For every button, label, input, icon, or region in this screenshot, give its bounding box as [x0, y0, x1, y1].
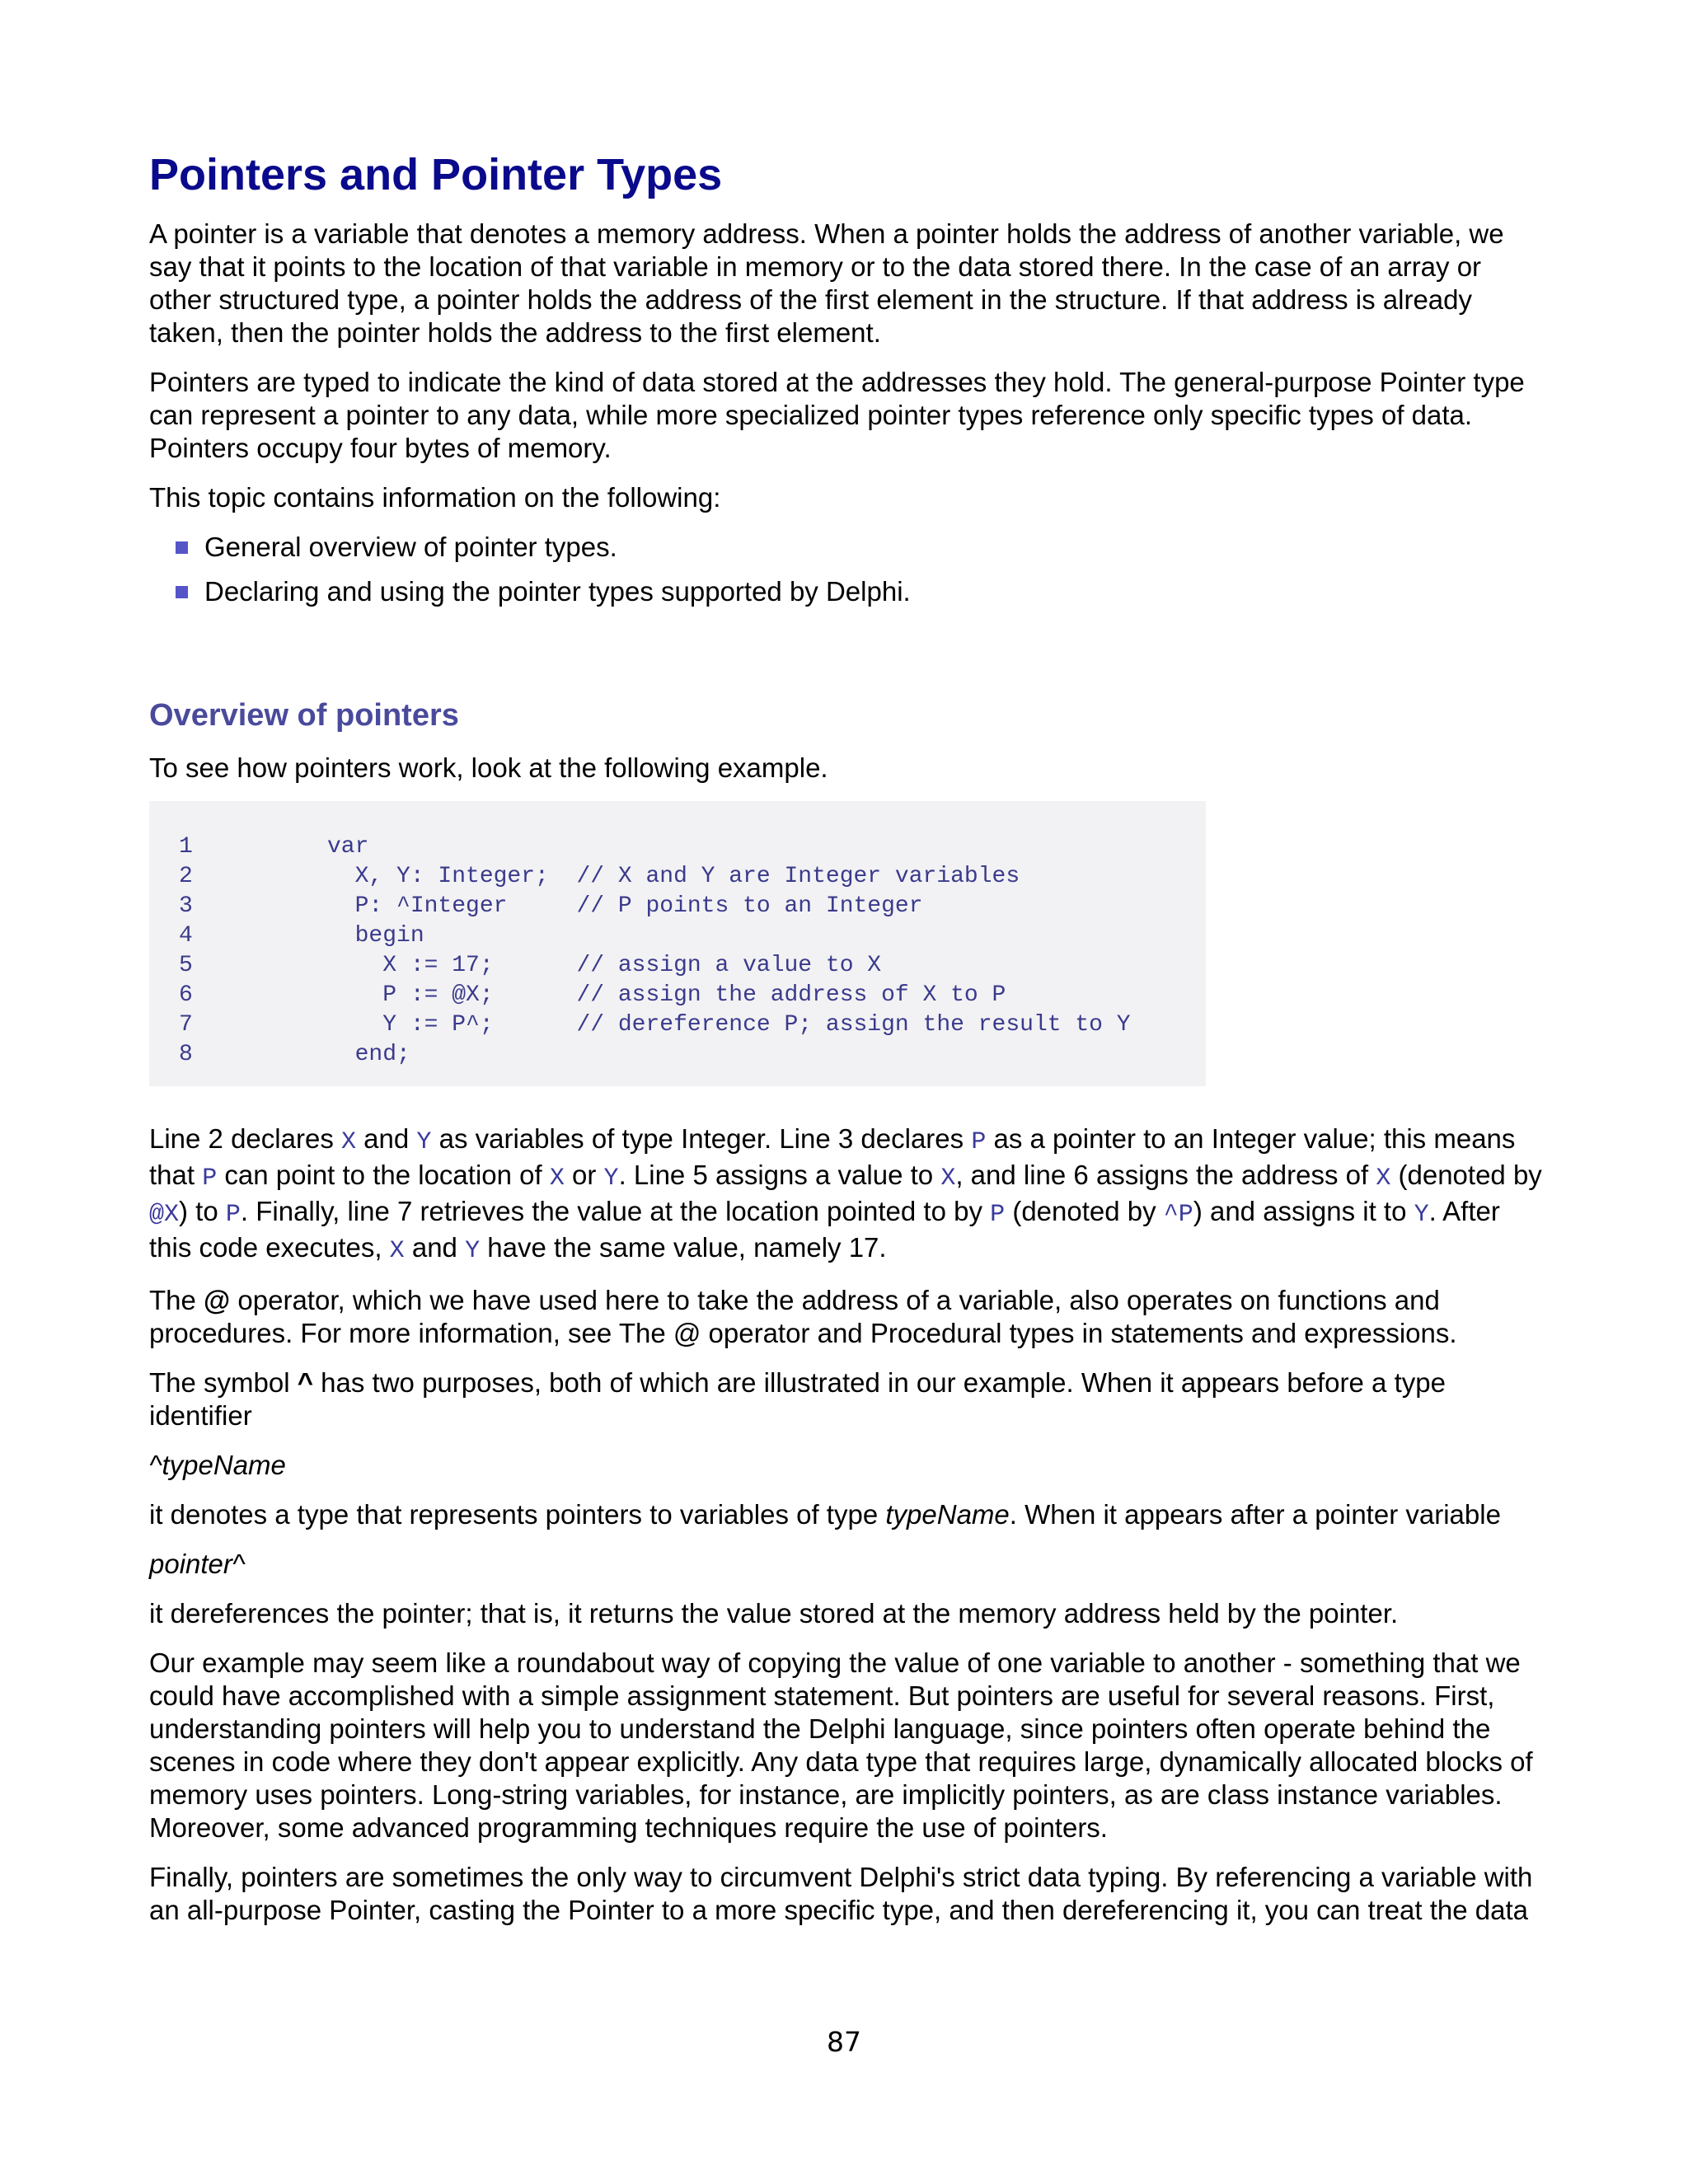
- page-title: Pointers and Pointer Types: [149, 150, 723, 199]
- line-number: 1: [179, 834, 193, 860]
- inline-code: X: [940, 1165, 956, 1193]
- text-run: , and line 6 assigns the address of: [955, 1160, 1376, 1190]
- type-name-example: ^typeName: [149, 1450, 286, 1480]
- text-run: (denoted by: [1390, 1160, 1542, 1190]
- text-run: (denoted by: [1005, 1196, 1164, 1226]
- inline-code: P: [971, 1128, 987, 1156]
- text-run: . Line 5 assigns a value to: [618, 1160, 941, 1190]
- text-run: have the same value, namely 17.: [480, 1232, 887, 1263]
- line-number: 2: [179, 864, 193, 889]
- code-line: [179, 981, 1006, 1010]
- text-run: . When it appears after a pointer variable: [1009, 1499, 1501, 1530]
- at-operator-paragraph: [149, 1284, 1542, 1350]
- inline-code: Y: [603, 1165, 619, 1193]
- dereference-paragraph: it dereferences the pointer; that is, it returns the value stored at the memory address held by the pointer.: [149, 1598, 1399, 1629]
- line-number: 7: [179, 1012, 193, 1038]
- inline-code: @X: [149, 1201, 180, 1229]
- text-run: can point to the location of: [217, 1160, 550, 1190]
- code-text: Y := P^; // dereference P; assign the result to Y: [327, 1012, 1131, 1038]
- square-bullet-icon: [176, 586, 188, 598]
- page-content: [149, 145, 1542, 1943]
- line-number: 6: [179, 982, 193, 1008]
- inline-code: Y: [465, 1237, 481, 1265]
- topic-list: [149, 531, 1542, 608]
- code-line: [179, 832, 368, 862]
- line-number: 8: [179, 1042, 193, 1067]
- final-paragraph: Finally, pointers are sometimes the only way to circumvent Delphi's strict data typing. By referencing a variable with an all-purpose Pointer, casting the Pointer to a more specific type, and then dereferencing it, you can treat the data: [149, 1862, 1533, 1925]
- text-run: operator, which we have used here to take the address of a variable, also operates on functions and procedures. For more information, see The @ operator and Procedural types in statements and expressions.: [149, 1285, 1457, 1348]
- square-bullet-icon: [176, 541, 188, 554]
- text-run: ) and assigns it to: [1193, 1196, 1414, 1226]
- code-line: [179, 951, 881, 981]
- text-run: as a pointer to an Integer value; this means that: [149, 1123, 1516, 1190]
- inline-code: P: [225, 1201, 241, 1229]
- line-number: 3: [179, 893, 193, 919]
- bold-symbol: ^: [297, 1367, 314, 1398]
- type-name-paragraph: [149, 1498, 1542, 1531]
- text-run: . After this code executes,: [149, 1196, 1500, 1263]
- bold-symbol: @: [204, 1285, 231, 1315]
- text-run: has two purposes, both of which are illustrated in our example. When it appears before a type identifier: [149, 1367, 1446, 1431]
- code-text: var: [327, 834, 369, 860]
- code-line: [179, 1040, 410, 1070]
- text-run: or: [564, 1160, 604, 1190]
- inline-code: X: [340, 1128, 356, 1156]
- text-run: and: [404, 1232, 466, 1263]
- code-text: X := 17; // assign a value to X: [327, 953, 882, 978]
- code-text: end;: [327, 1042, 410, 1067]
- overview-intro: To see how pointers work, look at the following example.: [149, 752, 828, 783]
- text-run: ) to: [179, 1196, 226, 1226]
- list-item-text: General overview of pointer types.: [204, 532, 617, 562]
- code-text: X, Y: Integer; // X and Y are Integer variables: [327, 864, 1020, 889]
- text-run: Line 2 declares: [149, 1123, 341, 1154]
- code-block: [149, 801, 1206, 1086]
- text-run: it denotes a type that represents pointers to variables of type: [149, 1499, 886, 1530]
- inline-code: ^P: [1163, 1201, 1193, 1229]
- code-text: P := @X; // assign the address of X to P: [327, 982, 1006, 1008]
- page-number: 87: [827, 2026, 861, 2058]
- line-number: 4: [179, 923, 193, 949]
- intro-paragraph-3: This topic contains information on the following:: [149, 482, 721, 513]
- list-item-text: Declaring and using the pointer types supported by Delphi.: [204, 576, 911, 607]
- text-run: and: [356, 1123, 417, 1154]
- text-run: The symbol: [149, 1367, 298, 1398]
- explanation-paragraph: [149, 1122, 1542, 1268]
- intro-paragraph-1: A pointer is a variable that denotes a memory address. When a pointer holds the address of another variable, we say that it points to the location of that variable in memory or to the data stored there. In the case of an array or other structured type, a pointer holds the address of the first element in the structure. If that address is already taken, then the pointer holds the address to the first element.: [149, 218, 1504, 348]
- line-number: 5: [179, 953, 193, 978]
- list-item: [176, 575, 1542, 608]
- inline-code: P: [202, 1165, 218, 1193]
- text-run: The: [149, 1285, 204, 1315]
- code-line: [179, 862, 1020, 892]
- italic-term: typeName: [885, 1499, 1010, 1530]
- inline-code: Y: [1414, 1201, 1429, 1229]
- intro-paragraph-2: Pointers are typed to indicate the kind of data stored at the addresses they hold. The general-purpose Pointer type can represent a pointer to any data, while more specialized pointer types reference only specific types of data. Pointers occupy four bytes of memory.: [149, 367, 1525, 463]
- list-item: [176, 531, 1542, 564]
- inline-code: X: [389, 1237, 405, 1265]
- inline-code: X: [1376, 1165, 1391, 1193]
- code-text: begin: [327, 923, 424, 949]
- text-run: . Finally, line 7 retrieves the value at the location pointed to by: [240, 1196, 991, 1226]
- code-line: [179, 921, 424, 951]
- pointer-example: pointer^: [149, 1549, 246, 1579]
- caret-paragraph: [149, 1366, 1542, 1432]
- code-line: [179, 892, 923, 921]
- roundabout-paragraph: Our example may seem like a roundabout way of copying the value of one variable to another - something that we could have accomplished with a simple assignment statement. But pointers are useful for several reasons. First, understanding pointers will help you to understand the Delphi language, since pointers often operate behind the scenes in code where they don't appear explicitly. Any data type that requires large, dynamically allocated blocks of memory uses pointers. Long-string variables, for instance, are implicitly pointers, as are class instance variables. Moreover, some advanced programming techniques require the use of pointers.: [149, 1647, 1533, 1843]
- inline-code: Y: [416, 1128, 432, 1156]
- code-line: [179, 1010, 1131, 1040]
- inline-code: X: [549, 1165, 565, 1193]
- inline-code: P: [990, 1201, 1006, 1229]
- section-heading: Overview of pointers: [149, 698, 459, 733]
- text-run: as variables of type Integer. Line 3 declares: [431, 1123, 972, 1154]
- code-text: P: ^Integer // P points to an Integer: [327, 893, 923, 919]
- section-spacer: [149, 620, 1542, 696]
